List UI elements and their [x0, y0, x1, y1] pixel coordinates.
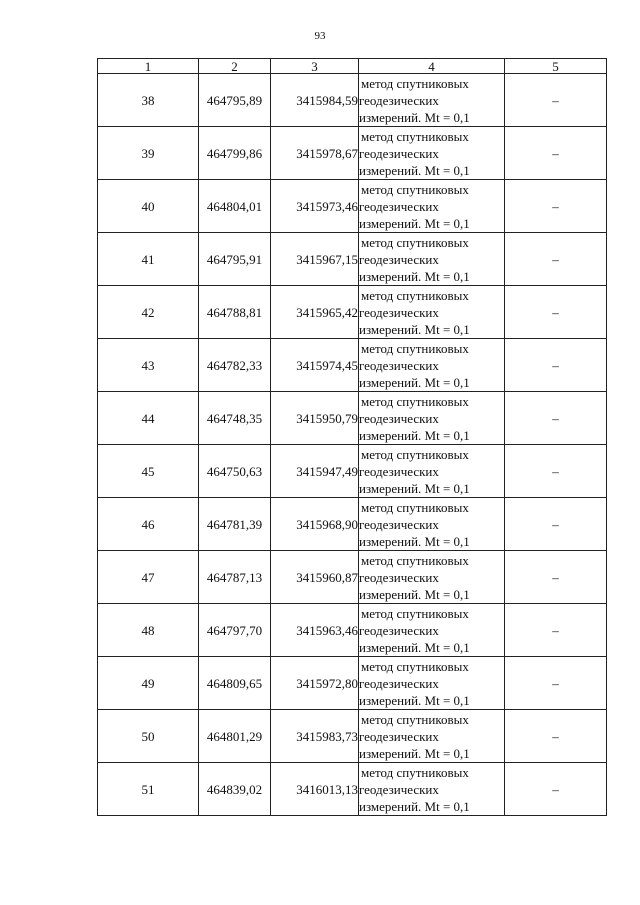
method-text-line: геодезических: [359, 410, 439, 426]
note-cell: [505, 551, 607, 604]
method-text-line: геодезических: [359, 675, 439, 691]
method-text-line: измерений. Mt = 0,1: [359, 215, 470, 231]
method-cell: [359, 286, 505, 339]
method-text-line: геодезических: [359, 516, 439, 532]
method-cell: [359, 498, 505, 551]
method-text-line: метод спутниковых: [361, 340, 469, 356]
dash-mark: –: [552, 622, 559, 638]
method-text-line: метод спутниковых: [361, 658, 469, 674]
y-coordinate-cell: 3415968,90: [271, 498, 359, 551]
method-cell: [359, 339, 505, 392]
x-coordinate-cell: 464782,33: [199, 339, 271, 392]
point-number-cell: 38: [98, 74, 199, 127]
column-header-3: 3: [271, 59, 359, 74]
method-text-line: измерений. Mt = 0,1: [359, 268, 470, 284]
method-text-line: метод спутниковых: [361, 393, 469, 409]
method-text-line: измерений. Mt = 0,1: [359, 586, 470, 602]
y-coordinate-cell: 3415950,79: [271, 392, 359, 445]
point-number-cell: 44: [98, 392, 199, 445]
method-text-line: метод спутниковых: [361, 75, 469, 91]
method-text-line: метод спутниковых: [361, 552, 469, 568]
table-row: [98, 392, 607, 445]
point-number-cell: 39: [98, 127, 199, 180]
x-coordinate-cell: 464809,65: [199, 657, 271, 710]
x-coordinate-cell: 464748,35: [199, 392, 271, 445]
dash-mark: –: [552, 357, 559, 373]
table-row: [98, 551, 607, 604]
method-text-line: измерений. Mt = 0,1: [359, 533, 470, 549]
table-row: [98, 127, 607, 180]
method-text-line: метод спутниковых: [361, 605, 469, 621]
method-text-line: геодезических: [359, 145, 439, 161]
point-number-cell: 48: [98, 604, 199, 657]
method-text-line: геодезических: [359, 251, 439, 267]
x-coordinate-cell: 464801,29: [199, 710, 271, 763]
method-text-line: метод спутниковых: [361, 287, 469, 303]
point-number-cell: 50: [98, 710, 199, 763]
dash-mark: –: [552, 145, 559, 161]
y-coordinate-cell: 3416013,13: [271, 763, 359, 816]
y-coordinate-cell: 3415963,46: [271, 604, 359, 657]
table-row: [98, 180, 607, 233]
dash-mark: –: [552, 675, 559, 691]
dash-mark: –: [552, 92, 559, 108]
method-text-line: измерений. Mt = 0,1: [359, 639, 470, 655]
method-cell: [359, 445, 505, 498]
method-cell: [359, 763, 505, 816]
table-row: [98, 710, 607, 763]
method-text-line: геодезических: [359, 569, 439, 585]
point-number-cell: 41: [98, 233, 199, 286]
method-text-line: измерений. Mt = 0,1: [359, 374, 470, 390]
table-row: [98, 657, 607, 710]
note-cell: [505, 180, 607, 233]
method-text-line: метод спутниковых: [361, 234, 469, 250]
method-text-line: метод спутниковых: [361, 764, 469, 780]
table-row: [98, 74, 607, 127]
note-cell: [505, 233, 607, 286]
method-text-line: метод спутниковых: [361, 711, 469, 727]
dash-mark: –: [552, 304, 559, 320]
coordinates-table: [97, 58, 607, 816]
method-text-line: метод спутниковых: [361, 446, 469, 462]
column-header-1: 1: [98, 59, 199, 74]
table-row: [98, 445, 607, 498]
method-text-line: геодезических: [359, 728, 439, 744]
point-number-cell: 40: [98, 180, 199, 233]
page-number: 93: [314, 30, 326, 42]
method-text-line: геодезических: [359, 622, 439, 638]
y-coordinate-cell: 3415983,73: [271, 710, 359, 763]
column-header-5: 5: [505, 59, 607, 74]
y-coordinate-cell: 3415947,49: [271, 445, 359, 498]
method-text-line: геодезических: [359, 92, 439, 108]
dash-mark: –: [552, 781, 559, 797]
point-number-cell: 47: [98, 551, 199, 604]
method-text-line: геодезических: [359, 304, 439, 320]
method-text-line: измерений. Mt = 0,1: [359, 109, 470, 125]
method-cell: [359, 180, 505, 233]
method-text-line: геодезических: [359, 463, 439, 479]
y-coordinate-cell: 3415973,46: [271, 180, 359, 233]
column-header-2: 2: [199, 59, 271, 74]
method-cell: [359, 74, 505, 127]
point-number-cell: 46: [98, 498, 199, 551]
method-text-line: измерений. Mt = 0,1: [359, 480, 470, 496]
method-text-line: измерений. Mt = 0,1: [359, 162, 470, 178]
x-coordinate-cell: 464788,81: [199, 286, 271, 339]
dash-mark: –: [552, 198, 559, 214]
y-coordinate-cell: 3415978,67: [271, 127, 359, 180]
note-cell: [505, 657, 607, 710]
method-text-line: геодезических: [359, 198, 439, 214]
table-row: [98, 286, 607, 339]
y-coordinate-cell: 3415972,80: [271, 657, 359, 710]
note-cell: [505, 498, 607, 551]
note-cell: [505, 445, 607, 498]
note-cell: [505, 763, 607, 816]
method-text-line: геодезических: [359, 781, 439, 797]
point-number-cell: 51: [98, 763, 199, 816]
table-row: [98, 604, 607, 657]
method-text-line: измерений. Mt = 0,1: [359, 321, 470, 337]
y-coordinate-cell: 3415984,59: [271, 74, 359, 127]
method-cell: [359, 127, 505, 180]
point-number-cell: 43: [98, 339, 199, 392]
table-row: [98, 339, 607, 392]
point-number-cell: 49: [98, 657, 199, 710]
dash-mark: –: [552, 463, 559, 479]
method-text-line: геодезических: [359, 357, 439, 373]
method-cell: [359, 551, 505, 604]
x-coordinate-cell: 464799,86: [199, 127, 271, 180]
y-coordinate-cell: 3415960,87: [271, 551, 359, 604]
note-cell: [505, 127, 607, 180]
dash-mark: –: [552, 516, 559, 532]
x-coordinate-cell: 464797,70: [199, 604, 271, 657]
y-coordinate-cell: 3415967,15: [271, 233, 359, 286]
method-text-line: измерений. Mt = 0,1: [359, 745, 470, 761]
y-coordinate-cell: 3415965,42: [271, 286, 359, 339]
method-text-line: метод спутниковых: [361, 181, 469, 197]
method-text-line: измерений. Mt = 0,1: [359, 427, 470, 443]
note-cell: [505, 339, 607, 392]
method-text-line: метод спутниковых: [361, 499, 469, 515]
x-coordinate-cell: 464795,91: [199, 233, 271, 286]
x-coordinate-cell: 464750,63: [199, 445, 271, 498]
y-coordinate-cell: 3415974,45: [271, 339, 359, 392]
note-cell: [505, 74, 607, 127]
method-cell: [359, 604, 505, 657]
x-coordinate-cell: 464839,02: [199, 763, 271, 816]
x-coordinate-cell: 464787,13: [199, 551, 271, 604]
point-number-cell: 42: [98, 286, 199, 339]
x-coordinate-cell: 464781,39: [199, 498, 271, 551]
method-text-line: измерений. Mt = 0,1: [359, 798, 470, 814]
table-row: [98, 763, 607, 816]
note-cell: [505, 286, 607, 339]
method-cell: [359, 233, 505, 286]
method-cell: [359, 710, 505, 763]
method-text-line: измерений. Mt = 0,1: [359, 692, 470, 708]
note-cell: [505, 604, 607, 657]
dash-mark: –: [552, 569, 559, 585]
dash-mark: –: [552, 728, 559, 744]
method-cell: [359, 657, 505, 710]
method-cell: [359, 392, 505, 445]
x-coordinate-cell: 464804,01: [199, 180, 271, 233]
point-number-cell: 45: [98, 445, 199, 498]
table-row: [98, 498, 607, 551]
table-header-row: [98, 59, 607, 74]
x-coordinate-cell: 464795,89: [199, 74, 271, 127]
dash-mark: –: [552, 251, 559, 267]
dash-mark: –: [552, 410, 559, 426]
method-text-line: метод спутниковых: [361, 128, 469, 144]
table-body: [98, 74, 607, 816]
table-row: [98, 233, 607, 286]
note-cell: [505, 392, 607, 445]
note-cell: [505, 710, 607, 763]
column-header-4: 4: [359, 59, 505, 74]
